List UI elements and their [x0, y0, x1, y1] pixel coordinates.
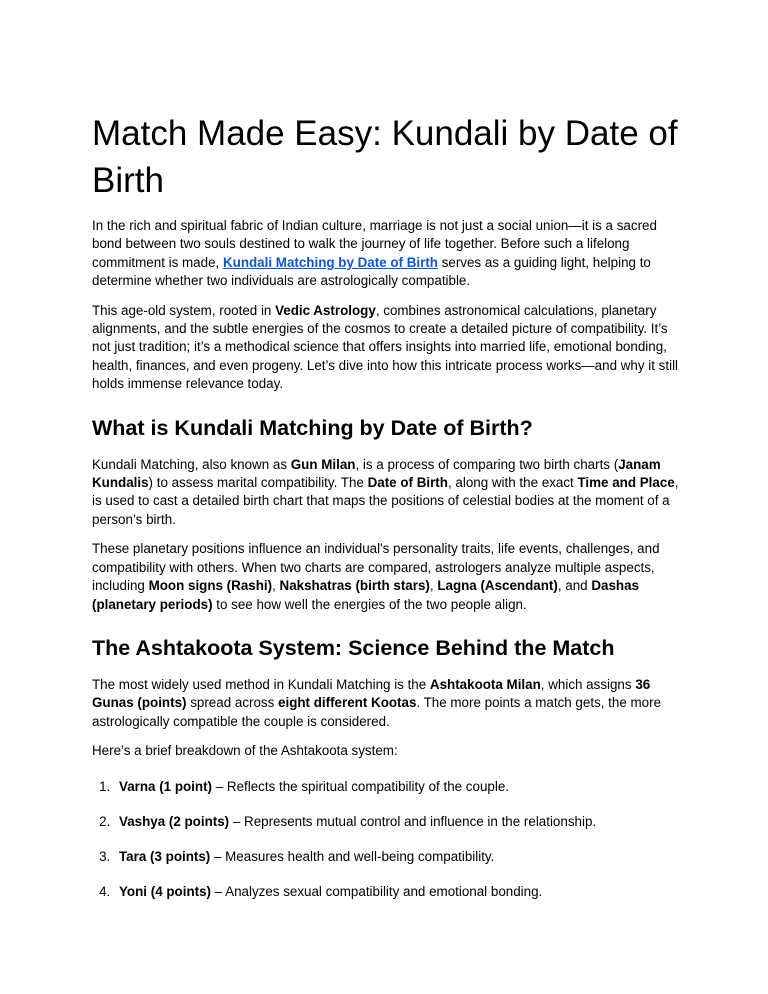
- section1-paragraph-2: [92, 540, 682, 614]
- list-item-text: – Represents mutual control and influence in the relationship.: [229, 813, 597, 829]
- s1p1-text-2: , is a process of comparing two birth charts (: [355, 456, 619, 472]
- s1p1-text-1: Kundali Matching, also known as: [92, 456, 291, 472]
- list-item-text: – Reflects the spiritual compatibility of the couple.: [212, 778, 509, 794]
- s2p1-text-4: . The more points a match gets, the more astrologically compatible the couple is considered.: [92, 695, 662, 729]
- section-heading-what-is: What is Kundali Matching by Date of Birth?: [92, 415, 533, 440]
- eight-kootas-bold: eight different Kootas: [278, 695, 417, 711]
- list-item: [114, 848, 682, 866]
- ashtakoota-list: [92, 778, 682, 901]
- section1-paragraph-1: [92, 456, 682, 530]
- s1p1-text-5: , is used to cast a detailed birth chart that maps the positions of celestial bodies at the moment of a person’s birth.: [92, 475, 679, 527]
- document-content: [92, 110, 682, 918]
- gun-milan-bold: Gun Milan: [290, 456, 356, 472]
- section2-paragraph-2: Here’s a brief breakdown of the Ashtakoota system:: [92, 743, 398, 759]
- s2p1-text-3: spread across: [186, 695, 279, 711]
- list-item-text: – Measures health and well-being compatibility.: [210, 848, 495, 864]
- s1p2-text-2: ,: [272, 578, 280, 594]
- s1p1-text-3: ) to assess marital compatibility. The: [148, 475, 368, 491]
- list-item: [114, 883, 682, 901]
- list-item: [114, 778, 682, 796]
- list-item-title: Yoni (4 points): [119, 883, 211, 899]
- ashtakoota-milan-bold: Ashtakoota Milan: [429, 676, 541, 692]
- list-item-text: – Analyzes sexual compatibility and emotional bonding.: [211, 883, 543, 899]
- s2p1-text-1: The most widely used method in Kundali Matching is the: [92, 676, 430, 692]
- s1p2-text-5: to see how well the energies of the two people align.: [212, 596, 527, 612]
- moon-signs-bold: Moon signs (Rashi): [148, 578, 273, 594]
- page-title: Match Made Easy: Kundali by Date of Birth: [92, 114, 678, 200]
- dashas-bold: Dashas (planetary periods): [92, 578, 639, 612]
- date-of-birth-bold: Date of Birth: [367, 475, 448, 491]
- list-item: [114, 813, 682, 831]
- s1p2-text-3: ,: [429, 578, 438, 594]
- kundali-matching-link[interactable]: Kundali Matching by Date of Birth: [222, 254, 438, 270]
- lagna-bold: Lagna (Ascendant): [437, 578, 558, 594]
- list-item-title: Varna (1 point): [119, 778, 213, 794]
- section-heading-ashtakoota: The Ashtakoota System: Science Behind the Match: [92, 635, 615, 660]
- s1p2-text-4: , and: [557, 578, 592, 594]
- intro-paragraph-1: [92, 217, 682, 291]
- 36-gunas-bold: 36 Gunas (points): [92, 676, 651, 711]
- section2-paragraph-1: [92, 676, 682, 731]
- list-item-title: Vashya (2 points): [119, 813, 230, 829]
- s2p1-text-2: , which assigns: [540, 676, 636, 692]
- s1p1-text-4: , along with the exact: [447, 475, 578, 491]
- vedic-astrology-bold: Vedic Astrology: [275, 302, 376, 318]
- janam-kundalis-bold: Janam Kundalis: [92, 456, 661, 491]
- intro-paragraph-2: [92, 302, 682, 394]
- list-item-title: Tara (3 points): [119, 848, 211, 864]
- intro-p1-text-after: serves as a guiding light, helping to determine whether two individuals are astrologically compatible.: [92, 254, 651, 289]
- intro-p1-text-before: In the rich and spiritual fabric of Indian culture, marriage is not just a social union—it is a sacred bond between two souls destined to walk the journey of life together. Before such a lifelong commitment is made,: [92, 218, 657, 270]
- intro-p2-text-after: , combines astronomical calculations, planetary alignments, and the subtle energies of the cosmos to create a detailed picture of compatibility. It’s not just tradition; it’s a methodical science that offers insights into married life, emotional bonding, health, finances, and even progeny. Let’s dive into how this intricate process works—and why it still holds immense relevance today.: [92, 302, 679, 392]
- s1p2-text-1: These planetary positions influence an individual's personality traits, life events, challenges, and compatibility with others. When two charts are compared, astrologers analyze multiple aspects, including: [92, 541, 660, 594]
- intro-p2-text-before: This age-old system, rooted in: [92, 302, 276, 318]
- time-and-place-bold: Time and Place: [577, 475, 675, 491]
- nakshatras-bold: Nakshatras (birth stars): [279, 578, 430, 594]
